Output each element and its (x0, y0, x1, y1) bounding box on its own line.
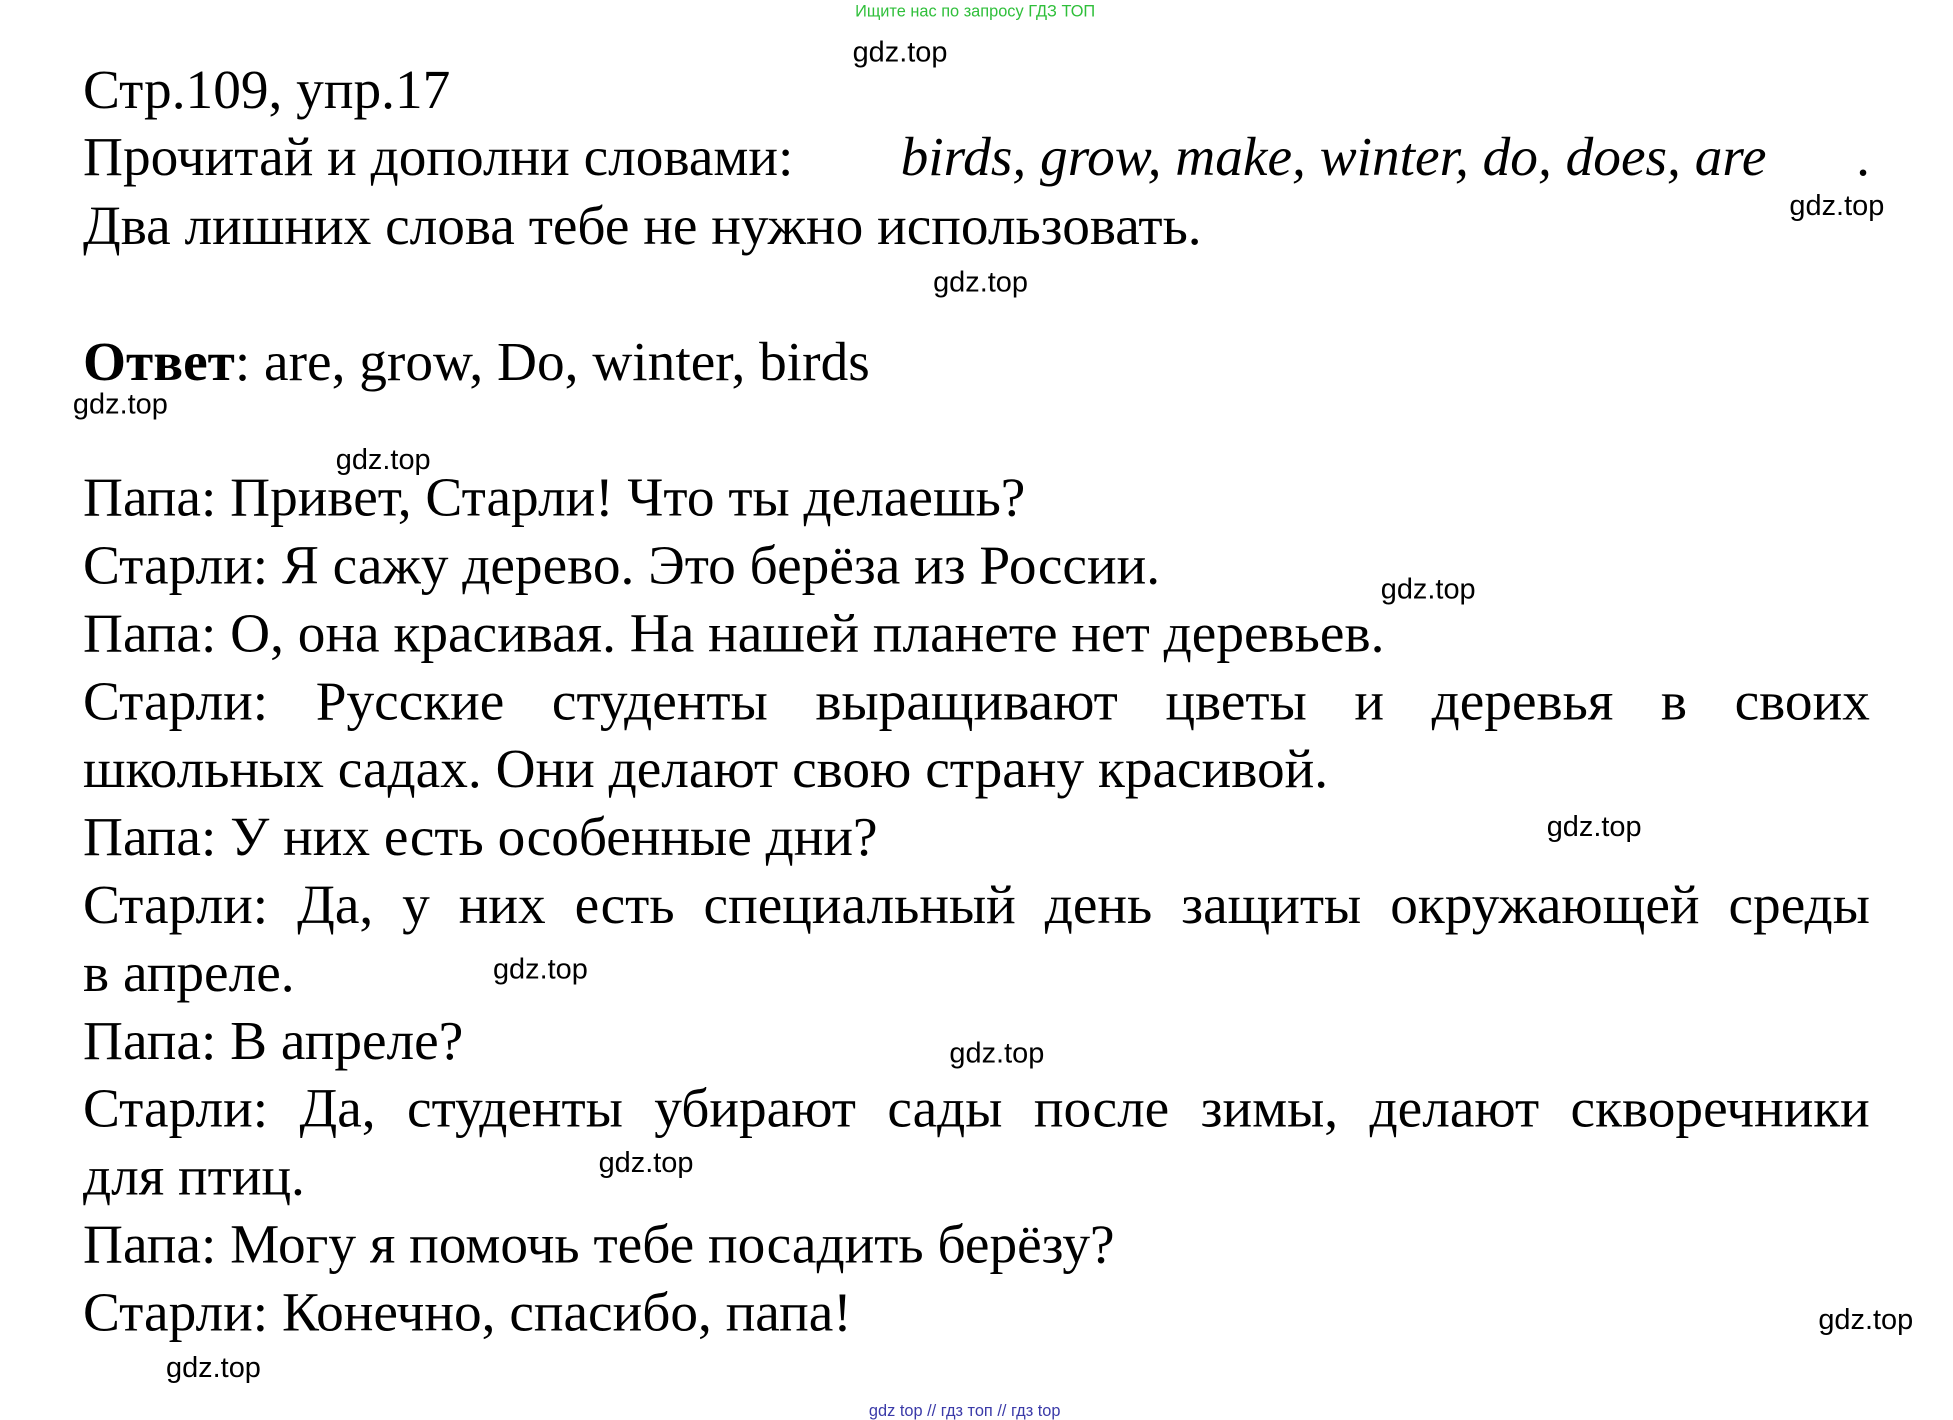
dialogue-line: школьных садах. Они делают свою страну красивой. (82, 738, 1329, 800)
dialogue-line: Старли: Да, студенты убирают сады после зимы, делают скворечники (82, 1077, 1870, 1140)
dialogue-line: Старли: Да, у них есть специальный день защиты окружающей среды (82, 873, 1870, 936)
instruction-line-2: Два лишних слова тебе не нужно использовать. (82, 194, 1202, 257)
watermark: gdz.top (1789, 188, 1885, 222)
dialogue-line: Старли: Конечно, спасибо, папа! (82, 1281, 852, 1344)
footer-note: gdz top // гдз топ // гдз top (868, 1400, 1061, 1420)
instruction-words: birds, grow, make, winter, do, does, are (900, 125, 1767, 188)
page-title: Стр.109, упр.17 (82, 59, 451, 121)
answer-text: : are, grow, Do, winter, birds (234, 330, 870, 393)
watermark: gdz.top (165, 1350, 261, 1384)
dialogue-line: Папа: О, она красивая. На нашей планете нет деревьев. (82, 602, 1385, 664)
answer-line (83, 328, 870, 396)
dialogue-line: Папа: В апреле? (82, 1009, 464, 1072)
watermark: gdz.top (852, 35, 948, 68)
dialogue-line: в апреле. (82, 941, 295, 1004)
instruction-prefix: Прочитай и дополни словами: (82, 125, 794, 188)
dialogue-line: Папа: Могу я помочь тебе посадить берёзу? (82, 1213, 1115, 1276)
watermark: gdz.top (1380, 572, 1476, 605)
search-hint: Ищите нас по запросу ГДЗ ТОП (855, 1, 1096, 21)
dialogue-line: для птиц. (82, 1145, 305, 1208)
watermark: gdz.top (933, 265, 1028, 299)
dialogue-line: Папа: Привет, Старли! Что ты делаешь? (82, 466, 1026, 529)
instruction-period: . (1856, 125, 1870, 188)
watermark: gdz.top (335, 442, 431, 476)
watermark: gdz.top (72, 387, 168, 421)
dialogue-line: Старли: Русские студенты выращивают цветы и деревья в своих (82, 670, 1870, 732)
watermark: gdz.top (492, 951, 588, 985)
dialogue-line: Старли: Я сажу дерево. Это берёза из России. (82, 534, 1161, 597)
watermark: gdz.top (1818, 1302, 1914, 1336)
watermark: gdz.top (1546, 809, 1642, 843)
watermark: gdz.top (949, 1036, 1045, 1069)
instruction-line-1 (83, 123, 1870, 191)
answer-label: Ответ (82, 330, 235, 393)
dialogue-line: Папа: У них есть особенные дни? (82, 806, 878, 868)
watermark: gdz.top (598, 1145, 694, 1179)
